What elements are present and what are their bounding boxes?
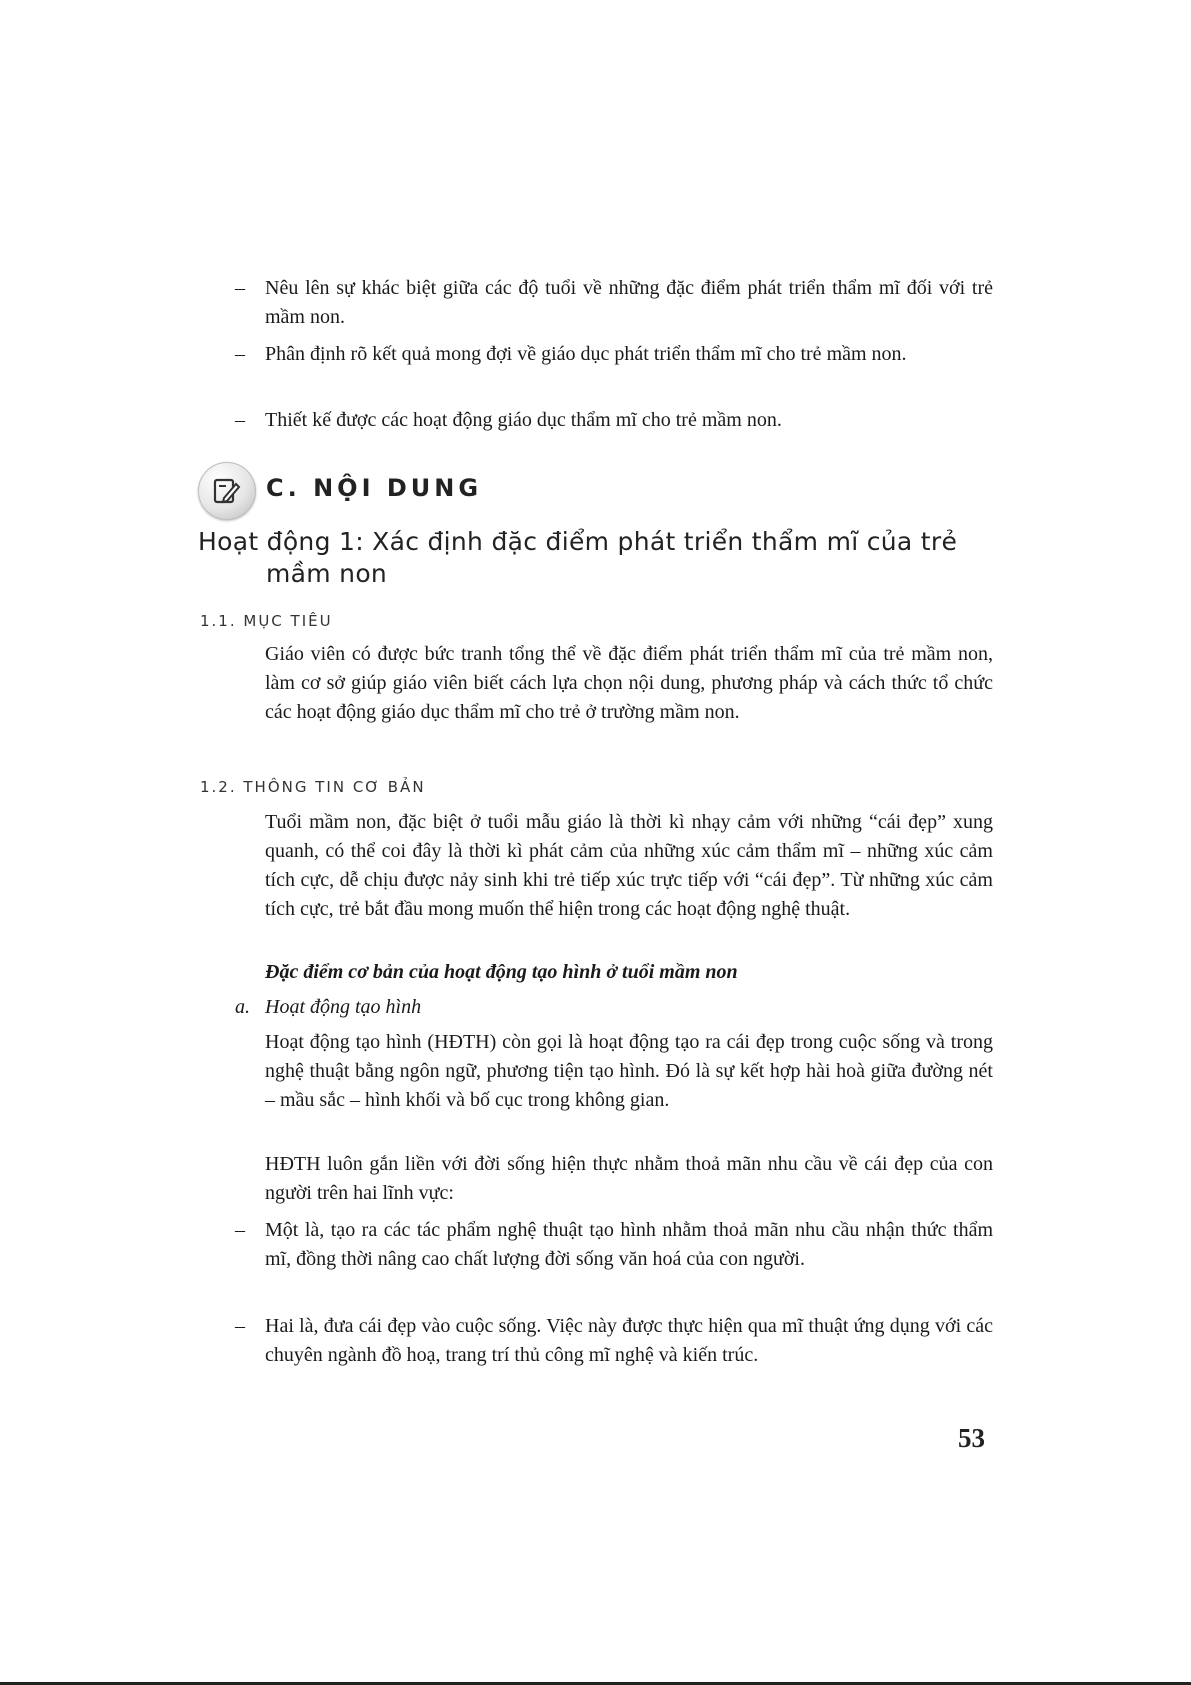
point-a-paragraph-1: Hoạt động tạo hình (HĐTH) còn gọi là hoạt động tạo ra cái đẹp trong cuộc sống và trong nghệ thuật bằng ngôn ngữ, phương tiện tạo hình. Đó là sự kết hợp hài hoà giữa đường nét – mầu sắc – hình khối và bố cục trong không gian. [265, 1031, 993, 1111]
italic-heading: Đặc điểm cơ bản của hoạt động tạo hình ở tuổi mầm non [265, 961, 738, 983]
subsection-heading-1-2: 1.2. THÔNG TIN CƠ BẢN [200, 778, 426, 796]
field-item [235, 1216, 993, 1274]
point-a-paragraph-2: HĐTH luôn gắn liền với đời sống hiện thực nhằm thoả mãn nhu cầu về cái đẹp của con người trên hai lĩnh vực: [265, 1153, 993, 1204]
objective-text: Phân định rõ kết quả mong đợi về giáo dục phát triển thẩm mĩ cho trẻ mầm non. [265, 343, 907, 365]
objective-text: Thiết kế được các hoạt động giáo dục thẩm mĩ cho trẻ mầm non. [265, 409, 782, 431]
field-item [235, 1312, 993, 1370]
field-text: Một là, tạo ra các tác phẩm nghệ thuật tạo hình nhằm thoả mãn nhu cầu nhận thức thẩm mĩ, đồng thời nâng cao chất lượng đời sống văn hoá của con người. [265, 1219, 993, 1270]
notepad-pencil-icon [198, 462, 256, 520]
dash-bullet: – [235, 1219, 245, 1241]
subsection-heading-1-1: 1.1. MỤC TIÊU [200, 612, 333, 630]
dash-bullet: – [235, 277, 245, 299]
objective-text: Nêu lên sự khác biệt giữa các độ tuổi về những đặc điểm phát triển thẩm mĩ đối với trẻ mầm non. [265, 277, 993, 328]
activity-title [198, 526, 998, 590]
objective-item [235, 274, 993, 332]
page-number: 53 [958, 1423, 985, 1453]
point-a-heading [235, 993, 993, 1022]
activity-title-line1: Hoạt động 1: Xác định đặc điểm phát triển thẩm mĩ của trẻ [198, 527, 958, 556]
dash-bullet: – [235, 409, 245, 431]
objective-item [235, 406, 993, 435]
point-a-title: Hoạt động tạo hình [265, 996, 422, 1018]
dash-bullet: – [235, 1315, 245, 1337]
point-a-label: a. [235, 996, 250, 1018]
basic-info-paragraph: Tuổi mầm non, đặc biệt ở tuổi mẫu giáo là thời kì nhạy cảm với những “cái đẹp” xung quanh, có thể coi đây là thời kì phát cảm của những xúc cảm thẩm mĩ – những xúc cảm tích cực, dễ chịu được nảy sinh khi trẻ tiếp xúc trực tiếp với “cái đẹp”. Từ những xúc cảm tích cực, trẻ bắt đầu mong muốn thể hiện trong các hoạt động nghệ thuật. [265, 811, 993, 920]
objective-item [235, 340, 993, 369]
objective-paragraph: Giáo viên có được bức tranh tổng thể về đặc điểm phát triển thẩm mĩ của trẻ mầm non, làm cơ sở giúp giáo viên biết cách lựa chọn nội dung, phương pháp và cách thức tổ chức các hoạt động giáo dục thẩm mĩ cho trẻ ở trường mầm non. [265, 643, 993, 723]
field-text: Hai là, đưa cái đẹp vào cuộc sống. Việc này được thực hiện qua mĩ thuật ứng dụng với các chuyên ngành đồ hoạ, trang trí thủ công mĩ nghệ và kiến trúc. [265, 1315, 993, 1366]
dash-bullet: – [235, 343, 245, 365]
activity-title-line2: mầm non [266, 559, 388, 588]
section-title: C. NỘI DUNG [266, 474, 483, 502]
